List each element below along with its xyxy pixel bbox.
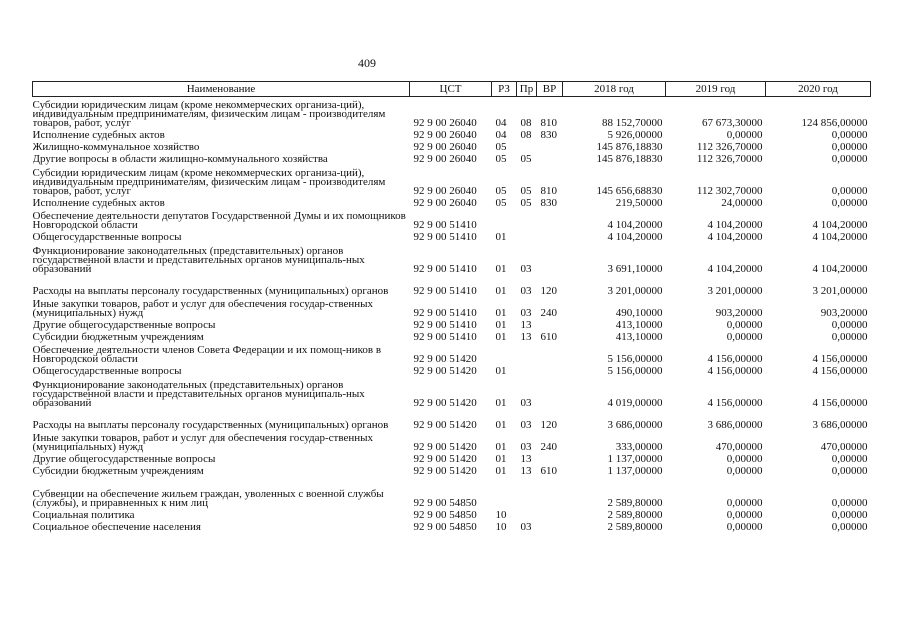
table-cell-pr: 03 bbox=[520, 307, 532, 319]
table-cell-rz: 01 bbox=[495, 331, 507, 343]
table-row bbox=[33, 409, 871, 431]
table-cell-cst: 92 9 00 26040 bbox=[413, 153, 477, 165]
table-cell-2019: 4 156,00000 bbox=[707, 353, 763, 365]
table-cell-name: Исполнение судебных актов bbox=[32, 129, 165, 141]
table-cell-rz: 01 bbox=[495, 319, 507, 331]
table-cell-2018: 3 686,00000 bbox=[607, 419, 663, 431]
table-cell-2018: 88 152,70000 bbox=[602, 117, 663, 129]
table-cell-name: Функционирование законодательных (представительных) органов государственной власти и представительных органов муниципаль-ных образований bbox=[32, 245, 365, 275]
table-row bbox=[33, 465, 871, 477]
table-cell-pr: 05 bbox=[520, 185, 532, 197]
table-cell-pr: 03 bbox=[520, 397, 532, 409]
table-cell-cst: 92 9 00 51410 bbox=[413, 331, 477, 343]
table-cell-2019: 0,00000 bbox=[726, 465, 763, 477]
table-cell-2019: 4 104,20000 bbox=[707, 219, 763, 231]
table-cell-2020: 0,00000 bbox=[831, 319, 868, 331]
table-cell-pr: 08 bbox=[520, 117, 532, 129]
table-cell-2018: 2 589,80000 bbox=[607, 497, 663, 509]
table-cell-2020: 3 201,00000 bbox=[812, 285, 868, 297]
table-cell-rz: 05 bbox=[495, 153, 507, 165]
header-name: Наименование bbox=[33, 82, 410, 97]
table-cell-2018: 3 201,00000 bbox=[607, 285, 663, 297]
table-cell-rz: 01 bbox=[495, 465, 507, 477]
table-cell-2019: 470,00000 bbox=[715, 441, 763, 453]
table-cell-2018: 2 589,80000 bbox=[607, 509, 663, 521]
table-cell-rz: 01 bbox=[495, 453, 507, 465]
table-cell-cst: 92 9 00 51420 bbox=[413, 453, 477, 465]
table-cell-2018: 145 656,68830 bbox=[596, 185, 663, 197]
table-cell-rz: 01 bbox=[495, 441, 507, 453]
table-cell-vr: 240 bbox=[540, 441, 557, 453]
table-cell-2019: 4 104,20000 bbox=[707, 263, 763, 275]
table-cell-2019: 24,00000 bbox=[721, 197, 763, 209]
table-cell-rz: 01 bbox=[495, 419, 507, 431]
table-cell-2018: 5 156,00000 bbox=[607, 365, 663, 377]
table-row bbox=[33, 153, 871, 165]
table-cell-cst: 92 9 00 26040 bbox=[413, 129, 477, 141]
table-cell-name: Общегосударственные вопросы bbox=[32, 231, 182, 243]
table-cell-2018: 219,50000 bbox=[615, 197, 663, 209]
table-cell-rz: 05 bbox=[495, 197, 507, 209]
table-cell-2019: 0,00000 bbox=[726, 331, 763, 343]
table-cell-2020: 4 156,00000 bbox=[812, 365, 868, 377]
table-cell-pr: 08 bbox=[520, 129, 532, 141]
table-cell-2019: 0,00000 bbox=[726, 509, 763, 521]
table-cell-cst: 92 9 00 51410 bbox=[413, 263, 477, 275]
table-cell-name: Субсидии юридическим лицам (кроме некоммерческих организа-ций), индивидуальным предпринимателям, физическим лицам - производителям товаров, работ, услуг bbox=[32, 99, 386, 129]
table-cell-2019: 67 673,30000 bbox=[702, 117, 763, 129]
table-cell-rz: 01 bbox=[495, 365, 507, 377]
table-cell-rz: 01 bbox=[495, 307, 507, 319]
table-cell-2020: 0,00000 bbox=[831, 185, 868, 197]
table-cell-cst: 92 9 00 51420 bbox=[413, 419, 477, 431]
table-cell-vr: 830 bbox=[540, 197, 557, 209]
table-cell-2019: 112 326,70000 bbox=[696, 153, 763, 165]
table-cell-vr bbox=[537, 365, 563, 377]
table-cell-name: Обеспечение деятельности депутатов Государственной Думы и их помощников Новгородской области bbox=[32, 210, 406, 231]
table-row bbox=[33, 97, 871, 130]
table-cell-cst: 92 9 00 51410 bbox=[413, 307, 477, 319]
table-row bbox=[33, 197, 871, 209]
table-cell-pr: 13 bbox=[520, 453, 532, 465]
page-number: 409 bbox=[358, 56, 376, 70]
header-rz: РЗ bbox=[492, 82, 517, 97]
table-cell-vr bbox=[537, 453, 563, 465]
table-cell-name: Исполнение судебных актов bbox=[32, 197, 165, 209]
table-cell-cst: 92 9 00 26040 bbox=[413, 185, 477, 197]
table-cell-name: Функционирование законодательных (представительных) органов государственной власти и представительных органов муниципаль-ных образований bbox=[32, 379, 365, 409]
table-row bbox=[33, 243, 871, 275]
table-cell-cst: 92 9 00 26040 bbox=[413, 141, 477, 153]
table-cell-2018: 3 691,10000 bbox=[607, 263, 663, 275]
table-cell-2020: 0,00000 bbox=[831, 141, 868, 153]
table-cell-2020: 903,20000 bbox=[820, 307, 868, 319]
table-cell-2019: 3 686,00000 bbox=[707, 419, 763, 431]
table-cell-2020: 0,00000 bbox=[831, 497, 868, 509]
table-cell-2018: 490,10000 bbox=[615, 307, 663, 319]
table-row bbox=[33, 165, 871, 197]
table-cell-rz: 01 bbox=[495, 263, 507, 275]
table-cell-2018: 1 137,00000 bbox=[607, 453, 663, 465]
table-cell-2018: 4 104,20000 bbox=[607, 219, 663, 231]
table-cell-name: Расходы на выплаты персоналу государственных (муниципальных) органов bbox=[32, 285, 389, 297]
table-cell-2020: 3 686,00000 bbox=[812, 419, 868, 431]
table-cell-vr bbox=[537, 477, 563, 509]
table-cell-rz: 05 bbox=[495, 185, 507, 197]
table-row bbox=[33, 377, 871, 409]
table-row bbox=[33, 331, 871, 343]
table-cell-2018: 1 137,00000 bbox=[607, 465, 663, 477]
table-cell-name: Социальная политика bbox=[32, 509, 135, 521]
table-cell-2018: 413,10000 bbox=[615, 331, 663, 343]
table-cell-vr: 120 bbox=[540, 285, 557, 297]
table-cell-rz: 01 bbox=[495, 231, 507, 243]
table-cell-2019: 4 156,00000 bbox=[707, 397, 763, 409]
table-cell-2019: 0,00000 bbox=[726, 129, 763, 141]
table-cell-pr: 03 bbox=[520, 419, 532, 431]
table-cell-vr: 610 bbox=[540, 465, 557, 477]
header-pr: Пр bbox=[517, 82, 537, 97]
table-cell-name: Обеспечение деятельности членов Совета Федерации и их помощ-ников в Новгородской области bbox=[32, 344, 382, 365]
table-cell-2018: 4 104,20000 bbox=[607, 231, 663, 243]
table-cell-2018: 2 589,80000 bbox=[607, 521, 663, 533]
table-cell-rz: 10 bbox=[495, 521, 507, 533]
table-cell-2018: 5 926,00000 bbox=[607, 129, 663, 141]
table-cell-rz: 10 bbox=[495, 509, 507, 521]
table-cell-pr: 05 bbox=[520, 153, 532, 165]
table-cell-2020: 0,00000 bbox=[831, 197, 868, 209]
table-cell-name: Расходы на выплаты персоналу государственных (муниципальных) органов bbox=[32, 419, 389, 431]
table-cell-2020: 0,00000 bbox=[831, 331, 868, 343]
table-cell-2020: 4 156,00000 bbox=[812, 397, 868, 409]
table-cell-2020: 0,00000 bbox=[831, 129, 868, 141]
table-row bbox=[33, 209, 871, 231]
header-2020: 2020 год bbox=[766, 82, 871, 97]
table-cell-cst: 92 9 00 54850 bbox=[413, 521, 477, 533]
table-cell-name: Иные закупки товаров, работ и услуг для обеспечения государ-ственных (муниципальных) нужд bbox=[32, 432, 374, 453]
table-cell-rz: 05 bbox=[495, 141, 507, 153]
table-cell-cst: 92 9 00 51410 bbox=[413, 231, 477, 243]
table-cell-2020: 4 104,20000 bbox=[812, 231, 868, 243]
table-cell-2020: 470,00000 bbox=[820, 441, 868, 453]
table-cell-vr: 240 bbox=[540, 307, 557, 319]
table-cell-vr: 120 bbox=[540, 419, 557, 431]
table-cell-2019: 112 302,70000 bbox=[696, 185, 763, 197]
table-cell-rz bbox=[492, 209, 517, 231]
table-row bbox=[33, 141, 871, 153]
table-cell-rz: 01 bbox=[495, 285, 507, 297]
header-cst: ЦСТ bbox=[410, 82, 492, 97]
table-cell-pr bbox=[517, 477, 537, 509]
table-cell-vr bbox=[537, 319, 563, 331]
table-cell-pr bbox=[517, 231, 537, 243]
table-row bbox=[33, 477, 871, 509]
table-cell-rz bbox=[492, 343, 517, 365]
table-cell-2020: 4 104,20000 bbox=[812, 219, 868, 231]
table-cell-2019: 0,00000 bbox=[726, 521, 763, 533]
table-row bbox=[33, 231, 871, 243]
table-cell-vr bbox=[537, 141, 563, 153]
table-cell-2018: 333,00000 bbox=[615, 441, 663, 453]
table-cell-cst: 92 9 00 51420 bbox=[413, 397, 477, 409]
table-cell-pr: 03 bbox=[520, 263, 532, 275]
table-cell-name: Общегосударственные вопросы bbox=[32, 365, 182, 377]
table-cell-pr: 03 bbox=[520, 285, 532, 297]
table-cell-name: Социальное обеспечение населения bbox=[32, 521, 201, 533]
table-cell-pr bbox=[517, 509, 537, 521]
table-cell-vr bbox=[537, 209, 563, 231]
table-cell-vr bbox=[537, 231, 563, 243]
table-cell-2019: 4 156,00000 bbox=[707, 365, 763, 377]
header-vr: ВР bbox=[537, 82, 563, 97]
table-cell-pr bbox=[517, 365, 537, 377]
table-cell-2018: 145 876,18830 bbox=[596, 141, 663, 153]
table-cell-2019: 0,00000 bbox=[726, 319, 763, 331]
table-cell-cst: 92 9 00 51420 bbox=[413, 465, 477, 477]
table-cell-pr bbox=[517, 209, 537, 231]
table-row bbox=[33, 521, 871, 533]
table-cell-2018: 145 876,18830 bbox=[596, 153, 663, 165]
table-cell-2020: 0,00000 bbox=[831, 521, 868, 533]
table-cell-2019: 4 104,20000 bbox=[707, 231, 763, 243]
table-cell-name: Другие общегосударственные вопросы bbox=[32, 319, 216, 331]
table-cell-cst: 92 9 00 51420 bbox=[413, 441, 477, 453]
table-cell-2020: 0,00000 bbox=[831, 465, 868, 477]
table-cell-vr bbox=[537, 377, 563, 409]
table-cell-cst: 92 9 00 51410 bbox=[413, 285, 477, 297]
table-cell-rz: 04 bbox=[495, 129, 507, 141]
table-cell-name: Субсидии бюджетным учреждениям bbox=[32, 465, 204, 477]
table-cell-2020: 0,00000 bbox=[831, 453, 868, 465]
table-cell-name: Другие общегосударственные вопросы bbox=[32, 453, 216, 465]
table-cell-2019: 0,00000 bbox=[726, 497, 763, 509]
table-cell-2020: 124 856,00000 bbox=[801, 117, 868, 129]
table-cell-pr: 05 bbox=[520, 197, 532, 209]
table-cell-name: Субсидии бюджетным учреждениям bbox=[32, 331, 204, 343]
table-cell-vr: 610 bbox=[540, 331, 557, 343]
table-cell-pr: 03 bbox=[520, 441, 532, 453]
table-cell-2020: 4 156,00000 bbox=[812, 353, 868, 365]
table-cell-2020: 0,00000 bbox=[831, 153, 868, 165]
table-cell-cst: 92 9 00 51410 bbox=[413, 319, 477, 331]
table-cell-cst: 92 9 00 51420 bbox=[413, 365, 477, 377]
table-cell-2019: 903,20000 bbox=[715, 307, 763, 319]
table-cell-cst: 92 9 00 51410 bbox=[413, 219, 477, 231]
table-header-row bbox=[33, 82, 871, 97]
table-cell-2018: 4 019,00000 bbox=[607, 397, 663, 409]
header-2019: 2019 год bbox=[666, 82, 766, 97]
table-cell-cst: 92 9 00 54850 bbox=[413, 497, 477, 509]
table-cell-2020: 4 104,20000 bbox=[812, 263, 868, 275]
table-cell-name: Субсидии юридическим лицам (кроме некоммерческих организа-ций), индивидуальным предпринимателям, физическим лицам - производителям товаров, работ, услуг bbox=[32, 167, 386, 197]
table-cell-rz bbox=[492, 477, 517, 509]
table-cell-2018: 5 156,00000 bbox=[607, 353, 663, 365]
table-cell-pr bbox=[517, 343, 537, 365]
table-cell-2018: 413,10000 bbox=[615, 319, 663, 331]
table-cell-vr: 830 bbox=[540, 129, 557, 141]
table-cell-pr: 13 bbox=[520, 319, 532, 331]
header-2018: 2018 год bbox=[563, 82, 666, 97]
table-row bbox=[33, 343, 871, 365]
table-cell-vr: 810 bbox=[540, 117, 557, 129]
table-cell-vr: 810 bbox=[540, 185, 557, 197]
table-cell-cst: 92 9 00 26040 bbox=[413, 117, 477, 129]
table-cell-2019: 112 326,70000 bbox=[696, 141, 763, 153]
table-cell-vr bbox=[537, 153, 563, 165]
table-cell-cst: 92 9 00 51420 bbox=[413, 353, 477, 365]
table-cell-name: Иные закупки товаров, работ и услуг для обеспечения государ-ственных (муниципальных) нужд bbox=[32, 298, 374, 319]
table-cell-cst: 92 9 00 54850 bbox=[413, 509, 477, 521]
table-row bbox=[33, 365, 871, 377]
table-cell-name: Субвенции на обеспечение жильем граждан, уволенных с военной службы (службы), и приравненных к ним лиц bbox=[32, 488, 384, 509]
table-row bbox=[33, 275, 871, 297]
table-row bbox=[33, 453, 871, 465]
table-cell-name: Другие вопросы в области жилищно-коммунального хозяйства bbox=[32, 153, 328, 165]
table-cell-rz: 01 bbox=[495, 397, 507, 409]
table-cell-vr bbox=[537, 521, 563, 533]
table-row bbox=[33, 129, 871, 141]
table-row bbox=[33, 509, 871, 521]
table-cell-pr: 13 bbox=[520, 465, 532, 477]
table-row bbox=[33, 319, 871, 331]
table-row bbox=[33, 297, 871, 319]
table-cell-pr: 03 bbox=[520, 521, 532, 533]
table-cell-vr bbox=[537, 509, 563, 521]
table-cell-name: Жилищно-коммунальное хозяйство bbox=[32, 141, 200, 153]
table-cell-2019: 0,00000 bbox=[726, 453, 763, 465]
table-cell-2020: 0,00000 bbox=[831, 509, 868, 521]
table-cell-cst: 92 9 00 26040 bbox=[413, 197, 477, 209]
table-cell-rz: 04 bbox=[495, 117, 507, 129]
table-cell-vr bbox=[537, 343, 563, 365]
table-row bbox=[33, 431, 871, 453]
budget-table bbox=[32, 81, 871, 533]
table-cell-pr: 13 bbox=[520, 331, 532, 343]
table-cell-2019: 3 201,00000 bbox=[707, 285, 763, 297]
table-cell-vr bbox=[537, 243, 563, 275]
table-cell-pr bbox=[517, 141, 537, 153]
